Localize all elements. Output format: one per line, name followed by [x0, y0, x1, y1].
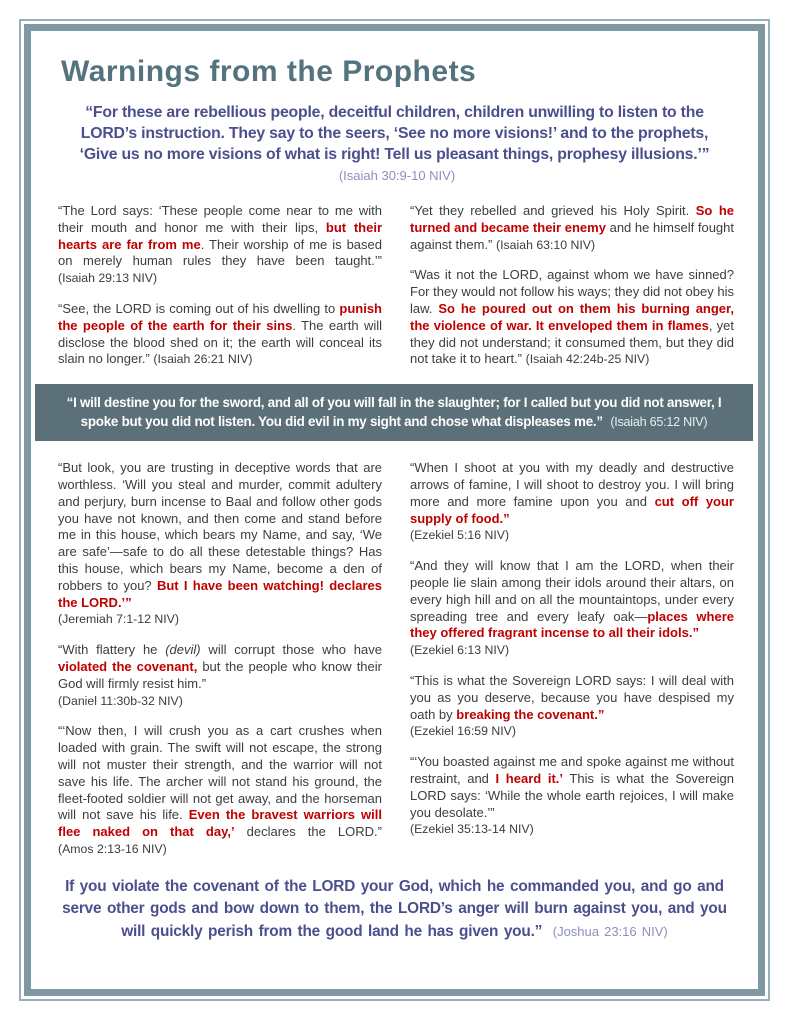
emphasis-red-text: cut off your supply of food.”: [410, 493, 734, 526]
scripture-paragraph: [58, 723, 382, 857]
citation-text: (Isaiah 63:10 NIV): [496, 237, 596, 252]
top-column-left: [58, 203, 382, 382]
verse-text: . Their worship of me is based on merely human rules they have been taught.’”: [58, 236, 383, 269]
bottom-column-left: [58, 460, 382, 872]
verse-text: “When I shoot at you with my deadly and destructive arrows of famine, I will shoot to destroy you. I will bring more and more famine upon you and: [410, 460, 734, 509]
verse-text: but the people who know their God will firmly resist him.”: [58, 658, 382, 691]
emphasis-red-text: I heard it.’: [495, 770, 564, 786]
footer-quote-citation: (Joshua 23:16 NIV): [552, 923, 668, 939]
citation-text: (Isaiah 42:24b-25 NIV): [525, 352, 650, 367]
page-title: Warnings from the Prophets: [61, 55, 477, 88]
scripture-paragraph: [410, 558, 734, 659]
verse-text: . The earth will disclose the blood shed on it; the earth will conceal its slain no longer.”: [58, 317, 383, 367]
verse-text: “But look, you are trusting in deceptive words that are worthless. ‘Will you steal and murder, commit adultery and perjury, burn incense to Baal and follow other gods you have not known, and then come and stand before me in this house, which bears my Name, and say, ‘We are safe’—safe to do all these detestable things? Has this house, which bears my Name, become a den of robbers to you?: [58, 460, 382, 593]
citation-text: (Ezekiel 16:59 NIV): [410, 724, 516, 739]
verse-text: “‘Now then, I will crush you as a cart crushes when loaded with grain. The swift will not escape, the strong will not muster their strength, and the warrior will not save his life. The archer will not stand his ground, the fleet-footed soldier will not get away, and the horseman will not save his life.: [58, 723, 382, 823]
scripture-paragraph: [410, 673, 734, 740]
scripture-section-bottom: [58, 460, 734, 872]
verse-text: “This is what the Sovereign LORD says: I will deal with you as you deserve, because you have despised my oath by: [410, 672, 734, 722]
scripture-paragraph: [410, 267, 734, 368]
emphasis-red-text: But I have been watching! declares the LORD.’”: [58, 577, 382, 610]
italic-text: (devil): [165, 642, 201, 658]
emphasis-red-text: violated the covenant,: [58, 658, 198, 674]
footer-quote-text: If you violate the covenant of the LORD your God, which he commanded you, and go and serve other gods and bow down to them, the LORD’s anger will burn against you, and you will quickly perish from the good land he has given you.”: [62, 877, 727, 940]
citation-text: (Amos 2:13-16 NIV): [58, 841, 167, 856]
verse-text: “See, the LORD is coming out of his dwelling to: [58, 300, 340, 316]
scripture-paragraph: [410, 203, 734, 253]
citation-text: (Ezekiel 6:13 NIV): [410, 643, 510, 658]
intro-quote: [79, 102, 711, 186]
citation-text: (Jeremiah 7:1-12 NIV): [58, 612, 179, 627]
intro-quote-citation: (Isaiah 30:9-10 NIV): [338, 168, 456, 183]
bottom-column-right: [410, 460, 734, 872]
emphasis-red-text: Even the bravest warriors will flee naked on that day,’: [58, 807, 382, 840]
verse-text: “‘You boasted against me and spoke against me without restraint, and: [410, 754, 734, 786]
verse-text: and he himself fought against them.”: [410, 219, 735, 252]
citation-text: (Daniel 11:30b-32 NIV): [58, 693, 183, 708]
citation-text: (Isaiah 26:21 NIV): [153, 352, 253, 367]
citation-text: (Isaiah 29:13 NIV): [58, 271, 158, 286]
banner-quote-text: “I will destine you for the sword, and all of you will fall in the slaughter; for I called but you did not answer, I spoke but you did not listen. You did evil in my sight and chose what displeases me.”: [66, 395, 722, 430]
intro-quote-text: “For these are rebellious people, deceitful children, children unwilling to listen to the LORD’s instruction. They say to the seers, ‘See no more visions!’ and to the prophets, ‘Give us no more visions of what is right! Tell us pleasant things, prophesy illusions.’”: [79, 104, 710, 163]
emphasis-red-text: but their hearts are far from me: [58, 219, 382, 252]
emphasis-red-text: places where they offered fragrant incense to all their idols.”: [410, 608, 734, 641]
verse-text: , yet they did not understand; it consumed them, but they did not take it to heart.”: [410, 317, 734, 367]
verse-text: will corrupt those who have: [200, 642, 382, 658]
scripture-paragraph: [58, 642, 382, 709]
emphasis-red-text: breaking the covenant.”: [456, 706, 605, 722]
citation-text: (Ezekiel 35:13-14 NIV): [410, 822, 534, 837]
verse-text: “Yet they rebelled and grieved his Holy Spirit.: [410, 203, 696, 218]
verse-text: declares the LORD.”: [234, 824, 382, 840]
scripture-paragraph: [410, 754, 734, 838]
verse-text: “Was it not the LORD, against whom we have sinned? For they would not follow his ways; they did not obey his law.: [410, 267, 734, 316]
verse-text: “And they will know that I am the LORD, when their people lie slain among their idols around their altars, on every high hill and on all the mountaintops, under every spreading tree and every leafy oak—: [410, 558, 734, 624]
emphasis-red-text: punish the people of the earth for their sins: [58, 300, 382, 333]
page-content: [33, 33, 756, 987]
scripture-paragraph: [58, 301, 382, 368]
verse-text: “With flattery he: [58, 642, 166, 658]
scripture-paragraph: [58, 460, 382, 628]
verse-text: “The Lord says: ‘These people come near to me with their mouth and honor me with their lips,: [58, 203, 382, 235]
top-column-right: [410, 203, 734, 382]
banner-quote-citation: (Isaiah 65:12 NIV): [610, 415, 708, 430]
scripture-paragraph: [58, 203, 382, 287]
banner-quote: [35, 384, 753, 441]
emphasis-red-text: So he turned and became their enemy: [410, 203, 734, 235]
verse-text: This is what the Sovereign LORD says: ‘While the whole earth rejoices, I will make you desolate.’”: [410, 770, 734, 820]
emphasis-red-text: So he poured out on them his burning anger, the violence of war. It enveloped them in flames: [410, 300, 734, 333]
scripture-section-top: [58, 203, 734, 382]
footer-quote: [57, 876, 733, 944]
scripture-paragraph: [410, 460, 734, 544]
citation-text: (Ezekiel 5:16 NIV): [410, 528, 510, 543]
